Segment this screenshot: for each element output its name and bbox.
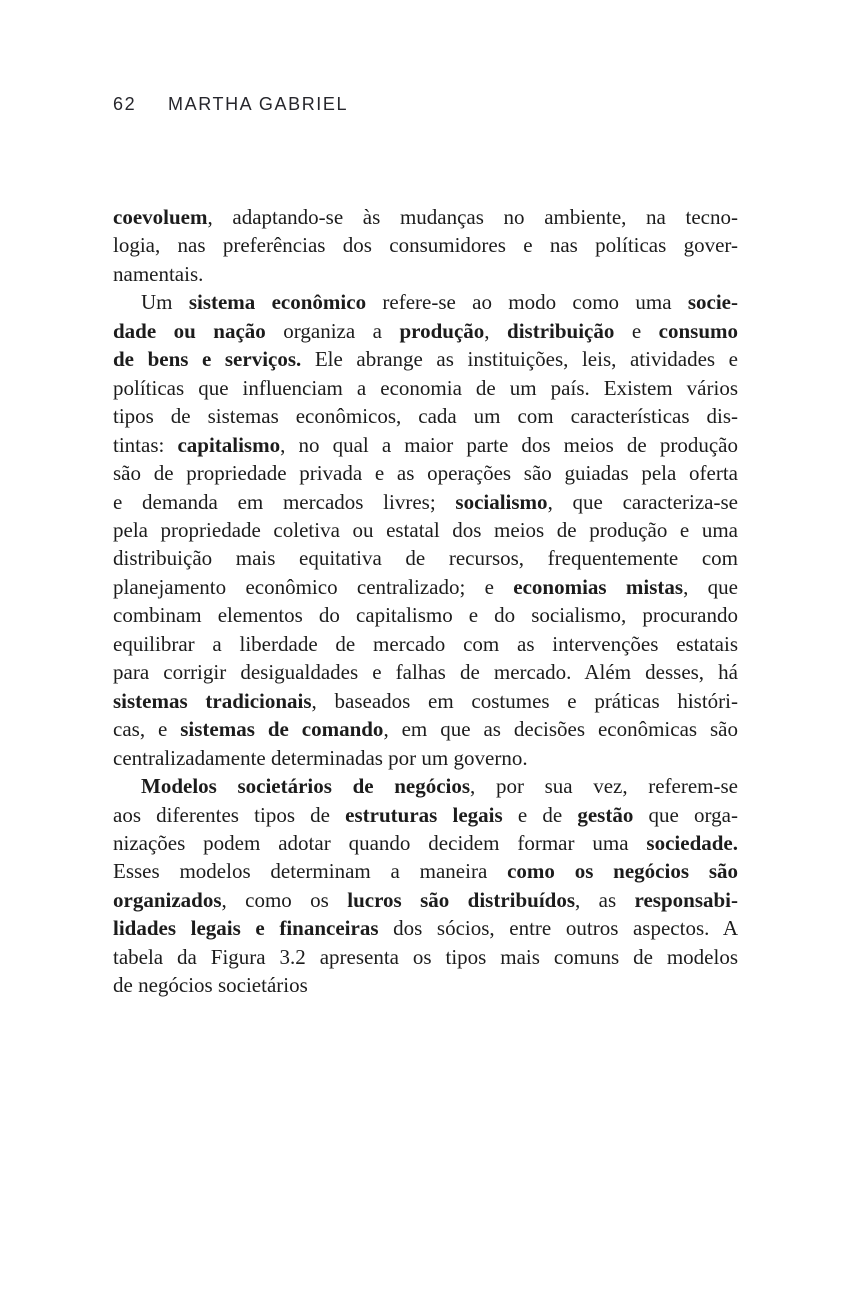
text-run: cas, e <box>113 717 181 742</box>
bold-text-run: gestão <box>577 802 634 827</box>
text-run: logia, nas preferências dos consumidores e nas políticas gover- <box>113 233 738 258</box>
bold-text-run: de bens e serviços. <box>113 347 302 372</box>
bold-text-run: consumo <box>658 318 739 343</box>
text-run: tabela da Figura 3.2 apresenta os tipos mais comuns de modelos <box>113 944 738 969</box>
text-line <box>113 260 738 288</box>
text-line <box>113 744 738 772</box>
text-run: , baseados em costumes e práticas históri- <box>311 688 738 713</box>
text-run: combinam elementos do capitalismo e do socialismo, procurando <box>113 603 738 628</box>
text-run: de negócios societários <box>113 973 308 998</box>
bold-text-run: sistemas tradicionais <box>113 688 312 713</box>
text-line <box>113 573 738 601</box>
text-run: organiza a <box>265 318 400 343</box>
text-line <box>113 231 738 259</box>
bold-text-run: socie- <box>687 290 738 315</box>
text-line <box>113 630 738 658</box>
bold-text-run: lucros são distribuídos <box>347 887 576 912</box>
text-run: e demanda em mercados livres; <box>113 489 456 514</box>
bold-text-run: sistema econômico <box>188 290 367 315</box>
text-line <box>113 943 738 971</box>
text-run: , adaptando-se às mudanças no ambiente, na tecno- <box>207 205 738 229</box>
bold-text-run: produção <box>399 318 485 343</box>
text-run: Um <box>141 290 189 315</box>
bold-text-run: coevoluem <box>113 205 208 229</box>
text-line <box>113 829 738 857</box>
text-run: , em que as decisões econômicas são <box>383 717 738 742</box>
text-line <box>113 857 738 885</box>
text-run: namentais. <box>113 261 204 286</box>
running-title: MARTHA GABRIEL <box>168 94 349 114</box>
text-line <box>113 971 738 999</box>
text-line <box>113 772 738 800</box>
text-line <box>113 658 738 686</box>
text-run: pela propriedade coletiva ou estatal dos meios de produção e uma <box>113 517 738 542</box>
bold-text-run: dade ou nação <box>113 318 266 343</box>
text-run: para corrigir desigualdades e falhas de mercado. Além desses, há <box>113 660 738 685</box>
text-run: são de propriedade privada e as operações são guiadas pela oferta <box>113 461 738 486</box>
text-run: Ele abrange as instituições, leis, atividades e <box>301 347 738 372</box>
bold-text-run: estruturas legais <box>345 802 503 827</box>
text-run: nizações podem adotar quando decidem formar uma <box>113 830 647 855</box>
bold-text-run: economias mistas <box>513 574 684 599</box>
text-run: , que caracteriza-se <box>547 489 738 514</box>
text-run: aos diferentes tipos de <box>113 802 346 827</box>
text-line <box>113 488 738 516</box>
text-run: , no qual a maior parte dos meios de produção <box>280 432 738 457</box>
text-line <box>113 431 738 459</box>
text-run: , as <box>575 887 635 912</box>
bold-text-run: lidades legais e financeiras <box>113 916 379 941</box>
text-run: dos sócios, entre outros aspectos. A <box>378 916 738 941</box>
bold-text-run: organizados <box>113 887 222 912</box>
text-run: equilibrar a liberdade de mercado com as intervenções estatais <box>113 631 738 656</box>
bold-text-run: sociedade. <box>646 830 738 855</box>
text-line <box>113 288 738 316</box>
page-body <box>113 203 738 1000</box>
text-run: centralizadamente determinadas por um governo. <box>113 745 528 770</box>
bold-text-run: distribuição <box>507 318 615 343</box>
text-run: , por sua vez, referem-se <box>470 774 738 799</box>
text-line <box>113 544 738 572</box>
text-line <box>113 345 738 373</box>
text-line <box>113 459 738 487</box>
text-run: , que <box>683 574 738 599</box>
running-head <box>113 94 348 115</box>
bold-text-run: sistemas de comando <box>180 717 384 742</box>
bold-text-run: capitalismo <box>177 432 281 457</box>
text-line <box>113 687 738 715</box>
bold-text-run: socialismo <box>455 489 548 514</box>
bold-text-run: Modelos societários de negócios <box>141 774 471 799</box>
text-line <box>113 914 738 942</box>
text-line <box>113 374 738 402</box>
text-run: , como os <box>221 887 348 912</box>
text-line <box>113 715 738 743</box>
text-run: refere-se ao modo como uma <box>366 290 688 315</box>
bold-text-run: responsabi- <box>634 887 739 912</box>
text-line <box>113 516 738 544</box>
text-run: planejamento econômico centralizado; e <box>113 574 514 599</box>
text-line <box>113 886 738 914</box>
text-run: que orga- <box>633 802 738 827</box>
text-run: distribuição mais equitativa de recursos, frequentemente com <box>113 546 738 571</box>
text-run: , <box>484 318 508 343</box>
text-run: e <box>614 318 659 343</box>
text-line <box>113 203 738 231</box>
text-run: Esses modelos determinam a maneira <box>113 859 508 884</box>
text-line <box>113 801 738 829</box>
bold-text-run: como os negócios são <box>507 859 738 884</box>
text-run: tipos de sistemas econômicos, cada um com características dis- <box>113 404 738 429</box>
text-run: tintas: <box>113 432 178 457</box>
text-line <box>113 402 738 430</box>
text-run: e de <box>502 802 578 827</box>
text-line <box>113 601 738 629</box>
text-run: políticas que influenciam a economia de um país. Existem vários <box>113 375 738 400</box>
text-line <box>113 317 738 345</box>
page-number: 62 <box>113 94 137 114</box>
